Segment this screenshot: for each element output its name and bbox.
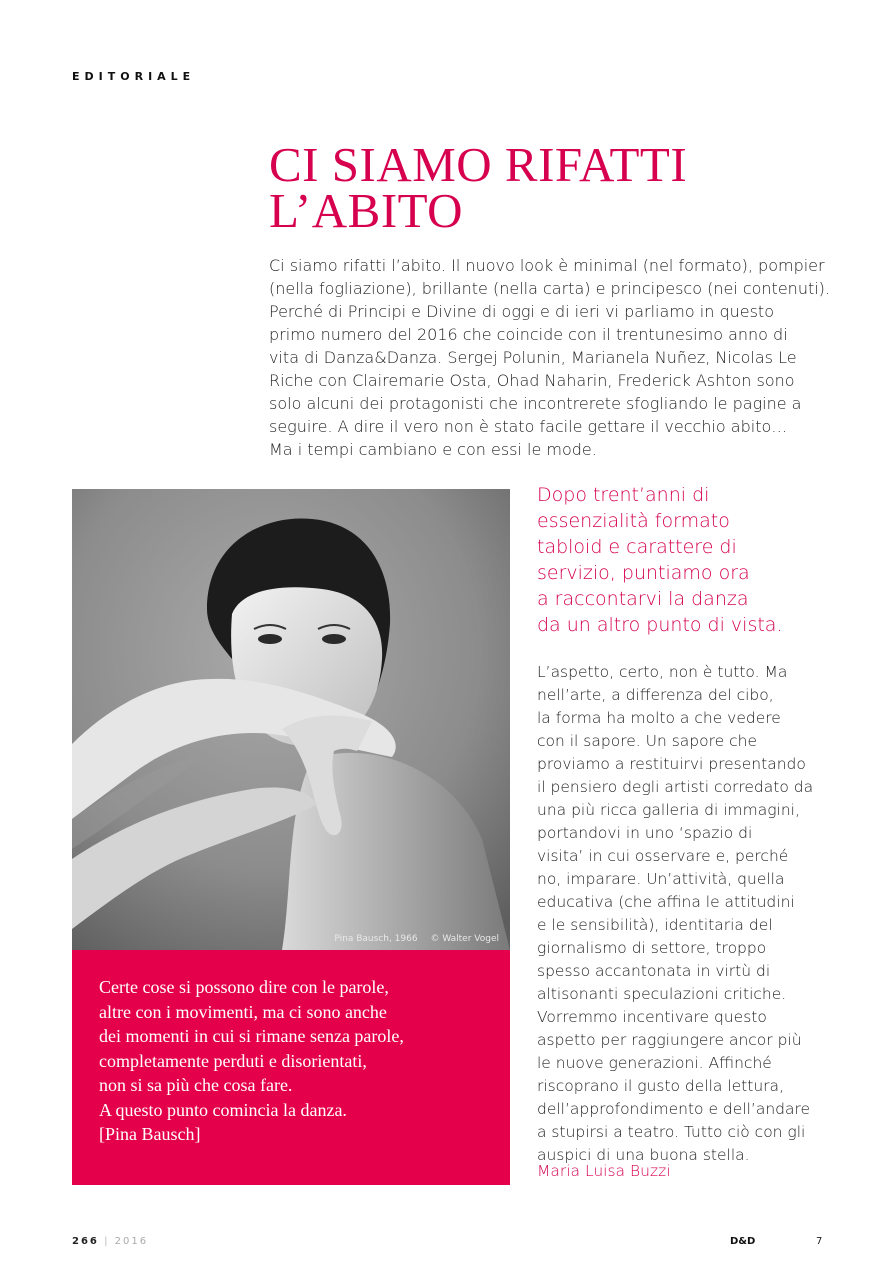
pull-quote-line: essenzialità formato xyxy=(537,510,730,532)
portrait-illustration xyxy=(72,489,510,950)
body-line: auspici di una buona stella. xyxy=(537,1146,750,1164)
article-title xyxy=(269,137,688,238)
body-line: no, imparare. Un’attività, quella xyxy=(537,870,785,888)
quote-line: altre con i movimenti, ma ci sono anche xyxy=(99,1001,387,1022)
body-line: giornalismo di settore, troppo xyxy=(537,939,767,957)
footer-issue xyxy=(72,1236,148,1247)
intro-line: primo numero del 2016 che coincide con il trentunesimo anno di xyxy=(269,325,788,344)
quote-line: completamente perduti e disorientati, xyxy=(99,1050,367,1071)
body-line: con il sapore. Un sapore che xyxy=(537,732,757,750)
quote-line: Certe cose si possono dire con le parole, xyxy=(99,977,389,997)
body-line: altisonanti speculazioni critiche. xyxy=(537,985,787,1003)
portrait-photo xyxy=(72,489,510,950)
title-line: L’ABITO xyxy=(269,183,464,238)
quote-attribution: [Pina Bausch] xyxy=(99,1124,201,1144)
body-line: portandovi in uno ‘spazio di xyxy=(537,824,753,842)
body-line: educativa (che affina le attitudini xyxy=(537,893,795,911)
quote-line: A questo punto comincia la danza. xyxy=(99,1099,347,1120)
quote-text xyxy=(99,975,404,1147)
intro-line: solo alcuni dei protagonisti che incontrerete sfogliando le pagine a xyxy=(269,394,802,413)
pull-quote-line: Dopo trent’anni di xyxy=(537,484,710,506)
body-line: spesso accantonata in virtù di xyxy=(537,962,771,980)
body-line: dell’approfondimento e dell’andare xyxy=(537,1100,811,1118)
body-line: aspetto per raggiungere ancor più xyxy=(537,1031,802,1049)
footer-separator: | xyxy=(104,1236,110,1247)
page-number: 7 xyxy=(816,1236,823,1247)
intro-line: Perché di Principi e Divine di oggi e di ieri vi parliamo in questo xyxy=(269,302,774,321)
intro-line: (nella fogliazione), brillante (nella carta) e principesco (nei contenuti). xyxy=(269,279,830,298)
author-signature: Maria Luisa Buzzi xyxy=(537,1162,671,1180)
body-line: a stupirsi a teatro. Tutto ciò con gli xyxy=(537,1123,806,1141)
pull-quote xyxy=(537,482,783,638)
quote-line: non si sa più che cosa fare. xyxy=(99,1075,293,1095)
photo-caption xyxy=(334,934,499,944)
body-line: L’aspetto, certo, non è tutto. Ma xyxy=(537,663,788,681)
body-line: proviamo a restituirvi presentando xyxy=(537,755,806,773)
body-line: e le sensibilità), identitaria del xyxy=(537,916,773,934)
intro-paragraph xyxy=(269,254,829,461)
pull-quote-line: a raccontarvi la danza xyxy=(537,588,749,610)
caption-text: Pina Bausch, 1966 xyxy=(334,934,418,944)
body-line: il pensiero degli artisti corredato da xyxy=(537,778,814,796)
section-label: EDITORIALE xyxy=(72,70,196,83)
pull-quote-line: servizio, puntiamo ora xyxy=(537,562,750,584)
quote-line: dei momenti in cui si rimane senza parole, xyxy=(99,1026,404,1046)
pull-quote-line: tabloid e carattere di xyxy=(537,536,737,558)
photo-credit: © Walter Vogel xyxy=(430,934,499,944)
intro-line: seguire. A dire il vero non è stato facile gettare il vecchio abito… xyxy=(269,417,788,436)
body-line: riscoprano il gusto della lettura, xyxy=(537,1077,784,1095)
body-line: nell’arte, a differenza del cibo, xyxy=(537,686,774,704)
body-line: la forma ha molto a che vedere xyxy=(537,709,781,727)
pull-quote-line: da un altro punto di vista. xyxy=(537,614,783,636)
footer-brand: D&D xyxy=(730,1236,756,1247)
intro-line: Ci siamo rifatti l’abito. Il nuovo look è minimal (nel formato), pompier xyxy=(269,256,825,275)
title-line: CI SIAMO RIFATTI xyxy=(269,137,688,192)
intro-line: Riche con Clairemarie Osta, Ohad Naharin, Frederick Ashton sono xyxy=(269,371,795,390)
intro-line: vita di Danza&Danza. Sergej Polunin, Marianela Nuñez, Nicolas Le xyxy=(269,348,797,367)
body-line: Vorremmo incentivare questo xyxy=(537,1008,767,1026)
issue-year: 2016 xyxy=(114,1236,149,1247)
quote-box xyxy=(72,950,510,1185)
body-paragraph xyxy=(537,661,813,1167)
body-line: una più ricca galleria di immagini, xyxy=(537,801,800,819)
issue-number: 266 xyxy=(72,1236,99,1247)
body-line: le nuove generazioni. Affinché xyxy=(537,1054,772,1072)
body-line: visita’ in cui osservare e, perché xyxy=(537,847,789,865)
intro-line: Ma i tempi cambiano e con essi le mode. xyxy=(269,440,597,459)
